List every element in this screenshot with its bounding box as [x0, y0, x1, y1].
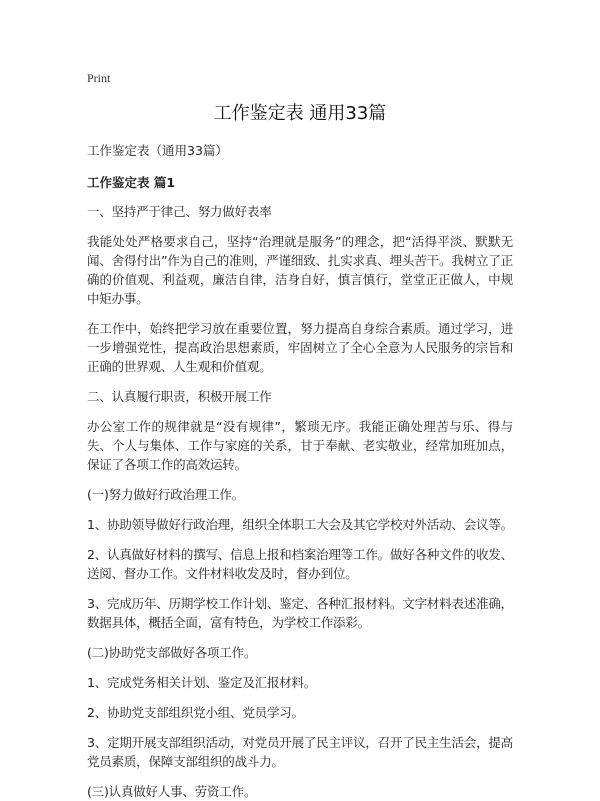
document-title: 工作鉴定表 通用33篇: [213, 103, 387, 124]
paragraph: 1、协助领导做好行政治理，组织全体职工大会及其它学校对外活动、会议等。: [87, 517, 513, 532]
paragraph: 3、定期开展支部组织活动，对党员开展了民主评议，召开了民主生活会，提高党员素质，保障支部组织的战斗力。: [87, 735, 513, 769]
paragraph: 1、完成党务相关计划、鉴定及汇报材料。: [87, 675, 317, 690]
print-label: Print: [87, 71, 111, 85]
paragraph: 我能处处严格要求自己，坚持“治理就是服务”的理念，把“活得平淡、默默无闻、舍得付出”作为自己的准则，严谨细致、扎实求真、埋头苦干。我树立了正确的价值观、利益观，廉洁自律，洁身自好，慎言慎行，堂堂正正做人，中规中矩办事。: [87, 234, 513, 306]
paragraph: 办公室工作的规律就是“没有规律”，繁琐无序。我能正确处理苦与乐、得与失、个人与集体、工作与家庭的关系，甘于奉献、老实敬业，经常加班加点，保证了各项工作的高效运转。: [87, 419, 513, 472]
paragraph: 二、认真履行职责，积极开展工作: [87, 389, 272, 404]
paragraph: 在工作中，始终把学习放在重要位置，努力提高自身综合素质。通过学习，进一步增强党性，提高政治思想素质，牢固树立了全心全意为人民服务的宗旨和正确的世界观、人生观和价值观。: [87, 321, 513, 374]
paragraph: 3、完成历年、历期学校工作计划、鉴定、各种汇报材料。文字材料表述准确，数据具体，概括全面，富有特色，为学校工作添彩。: [87, 596, 513, 630]
paragraph: (一)努力做好行政治理工作。: [87, 487, 244, 502]
paragraph: 一、坚持严于律己、努力做好表率: [87, 204, 272, 219]
section-heading: 工作鉴定表 篇1: [87, 175, 176, 190]
document-subtitle: 工作鉴定表（通用33篇）: [87, 143, 228, 158]
paragraph: 2、协助党支部组织党小组、党员学习。: [87, 705, 304, 720]
paragraph: 2、认真做好材料的撰写、信息上报和档案治理等工作。做好各种文件的收发、送阅、督办工作。文件材料收发及时，督办到位。: [87, 547, 513, 581]
paragraph: (三)认真做好人事、劳资工作。: [87, 784, 257, 799]
paragraph: (二)协助党支部做好各项工作。: [87, 645, 257, 660]
